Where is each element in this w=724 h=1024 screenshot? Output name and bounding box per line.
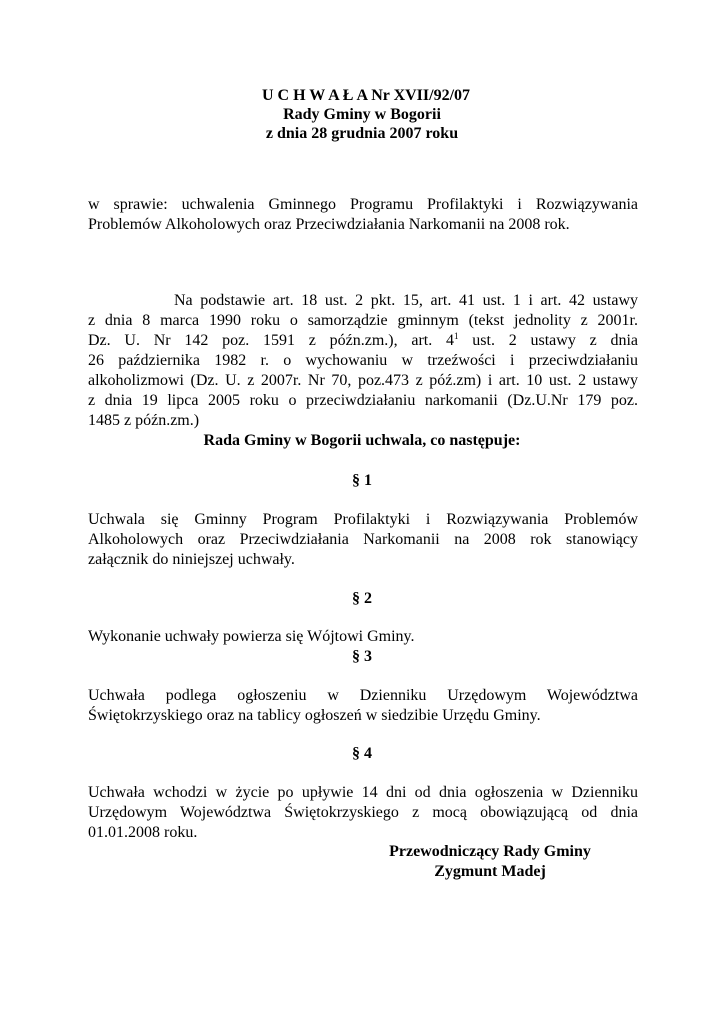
subject-line: Problemów Alkoholowych oraz Przeciwdziałania Narkomanii na 2008 rok. bbox=[88, 216, 570, 233]
section-line: Wykonanie uchwały powierza się Wójtowi Gminy. bbox=[88, 628, 415, 645]
section-4-body bbox=[88, 783, 638, 843]
subject-line: w sprawie: uchwalenia Gminnego Programu Profilaktyki i Rozwiązywania bbox=[88, 196, 638, 213]
basis-line bbox=[88, 331, 638, 351]
document-header bbox=[0, 86, 724, 143]
basis-line: 1485 z późn.zm.) bbox=[88, 412, 200, 429]
section-line: Alkoholowych oraz Przeciwdziałania Narkomanii na 2008 rok stanowiący bbox=[88, 531, 638, 548]
section-line: 01.01.2008 roku. bbox=[88, 824, 198, 841]
section-2-heading: § 2 bbox=[352, 590, 372, 607]
section-4-heading: § 4 bbox=[352, 745, 372, 762]
basis-line: Na podstawie art. 18 ust. 2 pkt. 15, art. 41 ust. 1 i art. 42 ustawy bbox=[174, 292, 638, 309]
section-line: Uchwała podlega ogłoszeniu w Dzienniku Urzędowym Województwa bbox=[88, 687, 638, 704]
resolution-statement: Rada Gminy w Bogorii uchwala, co następuje: bbox=[203, 432, 521, 449]
basis-line: z dnia 19 lipca 2005 roku o przeciwdziałaniu narkomanii (Dz.U.Nr 179 poz. bbox=[88, 392, 638, 409]
section-3-body bbox=[88, 686, 638, 726]
basis-line-part: ust. 2 ustawy z dnia bbox=[458, 332, 638, 349]
section-1-body bbox=[88, 510, 638, 570]
signatory-title: Przewodniczący Rady Gminy bbox=[389, 843, 591, 860]
section-line: Uchwala się Gminny Program Profilaktyki i Rozwiązywania Problemów bbox=[88, 511, 638, 528]
resolution-date: z dnia 28 grudnia 2007 roku bbox=[265, 125, 459, 142]
section-line: Świętokrzyskiego oraz na tablicy ogłoszeń w siedzibie Urzędu Gminy. bbox=[88, 707, 541, 724]
section-3-heading: § 3 bbox=[352, 648, 372, 665]
resolution-subject bbox=[88, 195, 638, 235]
basis-line: z dnia 8 marca 1990 roku o samorządzie gminnym (tekst jednolity z 2001r. bbox=[88, 312, 638, 329]
section-2-body bbox=[88, 627, 638, 647]
section-line: załącznik do niniejszej uchwały. bbox=[88, 551, 295, 568]
legal-basis bbox=[88, 291, 638, 431]
superscript: 1 bbox=[454, 331, 459, 341]
signatory-name: Zygmunt Madej bbox=[434, 863, 546, 880]
issuing-body: Rady Gminy w Bogorii bbox=[283, 106, 441, 123]
resolution-number: U C H W A Ł A Nr XVII/92/07 bbox=[261, 87, 471, 104]
section-line: Urzędowym Województwa Świętokrzyskiego z mocą obowiązującą od dnia bbox=[88, 804, 638, 821]
signature-block bbox=[360, 842, 620, 882]
basis-line: 26 października 1982 r. o wychowaniu w trzeźwości i przeciwdziałaniu bbox=[88, 352, 638, 369]
section-1-heading: § 1 bbox=[352, 472, 372, 489]
basis-line: alkoholizmowi (Dz. U. z 2007r. Nr 70, poz.473 z póź.zm) i art. 10 ust. 2 ustawy bbox=[88, 372, 638, 389]
section-line: Uchwała wchodzi w życie po upływie 14 dni od dnia ogłoszenia w Dzienniku bbox=[88, 784, 638, 801]
basis-line-part: Dz. U. Nr 142 poz. 1591 z późn.zm.), art. 4 bbox=[88, 332, 455, 349]
